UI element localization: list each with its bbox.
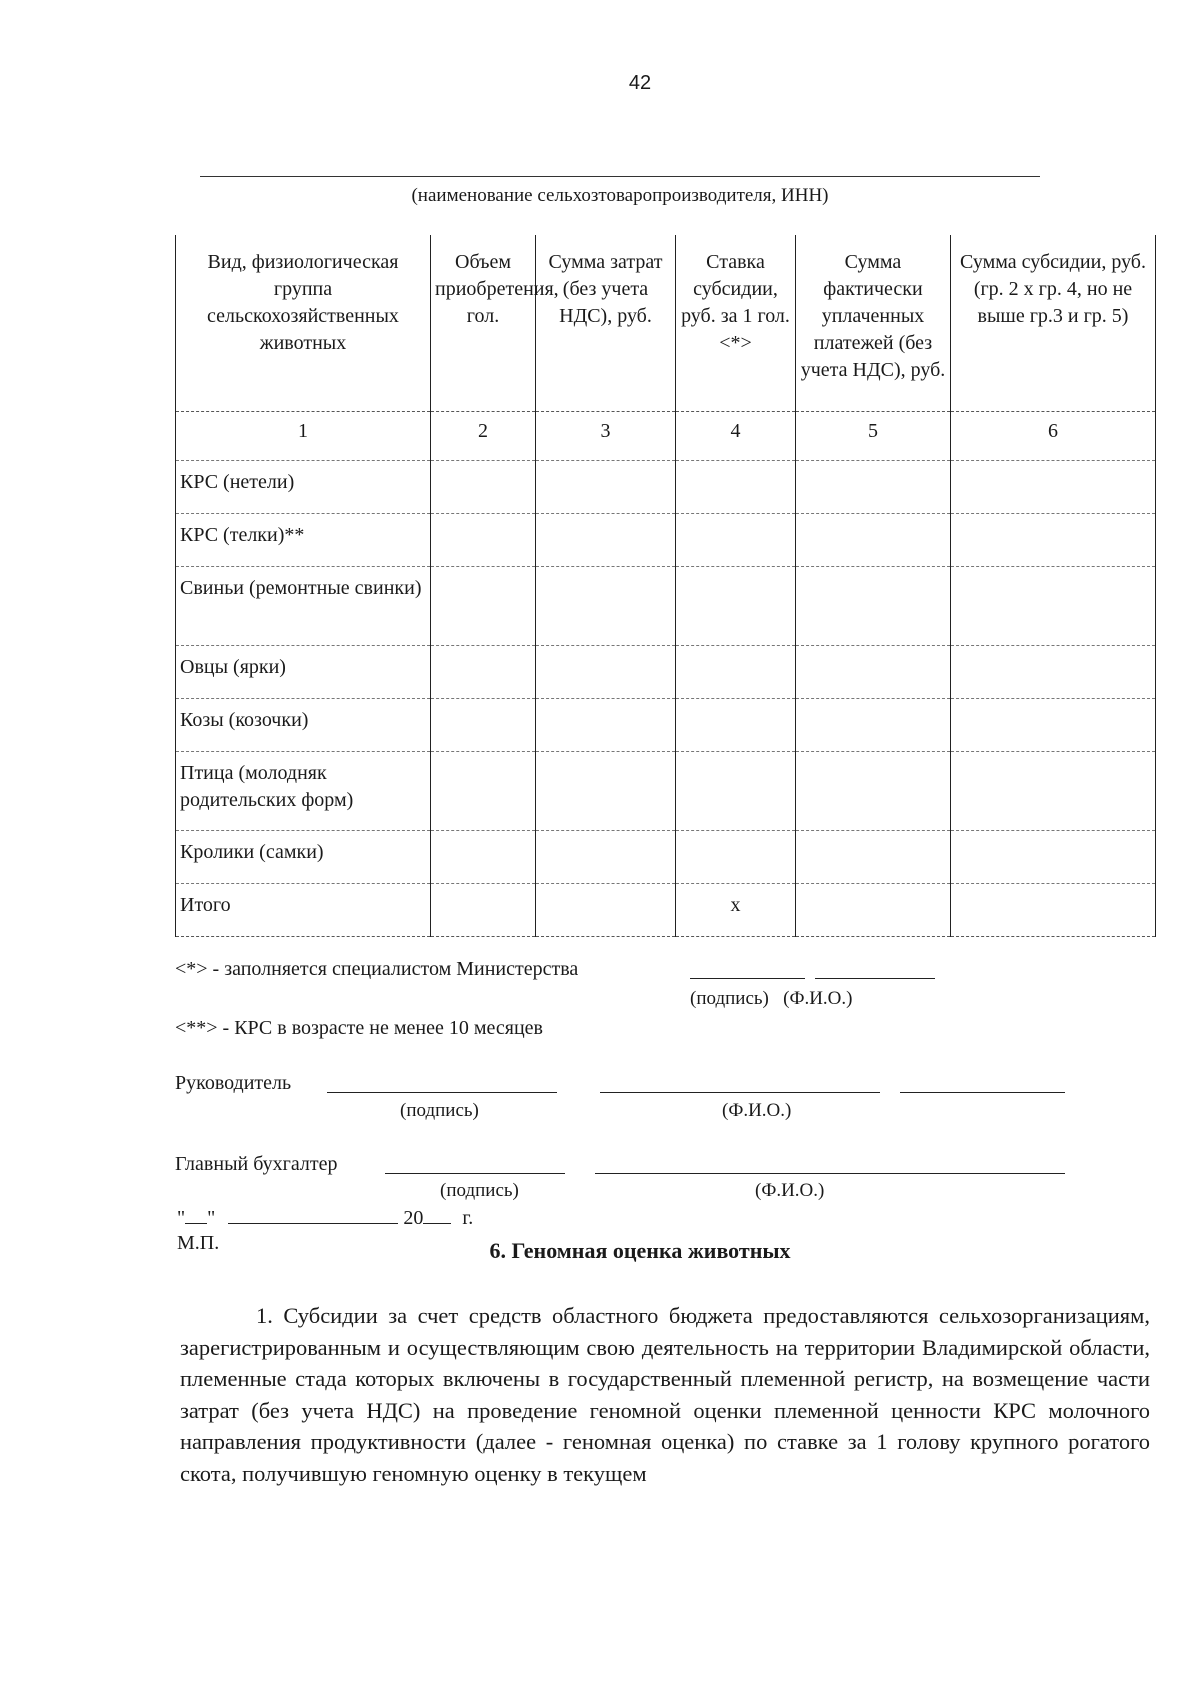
cell: [536, 831, 676, 884]
cell: [431, 461, 536, 514]
year-prefix: 20: [403, 1207, 424, 1229]
table-header-row: [176, 235, 1156, 412]
cell: [536, 884, 676, 937]
cell: [951, 884, 1156, 937]
row-name: Кролики (самки): [176, 831, 431, 884]
cell: [676, 461, 796, 514]
table-row: [176, 514, 1156, 567]
day-blank: [185, 1205, 207, 1224]
head-name-line-2: [900, 1074, 1065, 1093]
table-total-row: [176, 884, 1156, 937]
table-row: [176, 831, 1156, 884]
head-name-caption: (Ф.И.О.): [722, 1100, 792, 1121]
accountant-name-line: [595, 1155, 1065, 1174]
footnote-2: <**> - КРС в возрасте не менее 10 месяцев: [175, 1017, 543, 1039]
column-number: 1: [176, 412, 431, 461]
cell: [796, 461, 951, 514]
head-name-line: [600, 1074, 880, 1093]
cell: [676, 514, 796, 567]
cell: [676, 831, 796, 884]
row-name: Свиньи (ремонтные свинки): [176, 567, 431, 646]
head-sign-caption: (подпись): [400, 1100, 479, 1121]
cell: [431, 646, 536, 699]
cell: [796, 752, 951, 831]
cell: [431, 831, 536, 884]
section-title: 6. Геномная оценка животных: [489, 1238, 791, 1263]
year-suffix: г.: [462, 1207, 474, 1229]
cell: [676, 646, 796, 699]
cell: [676, 752, 796, 831]
row-name: Итого: [176, 884, 431, 937]
cell: [536, 514, 676, 567]
cell: [676, 699, 796, 752]
header-subsidy: Сумма субсидии, руб. (гр. 2 x гр. 4, но не выше гр.3 и гр. 5): [951, 235, 1156, 412]
cell: [796, 884, 951, 937]
signature-line: [690, 960, 805, 979]
subsidy-table: [175, 235, 1156, 937]
cell: [951, 831, 1156, 884]
page-number: 42: [628, 72, 652, 94]
cell: [951, 752, 1156, 831]
cell: [951, 699, 1156, 752]
header-volume: Объем приобретения, гол.: [431, 235, 536, 412]
cell: [536, 646, 676, 699]
cell: [951, 646, 1156, 699]
column-number: 2: [431, 412, 536, 461]
date-quote-open: ": [177, 1207, 186, 1229]
body-paragraph: 1. Субсидии за счет средств областного бюджета предоставляются сельхозорганизациям, зарегистрированным и осуществляющим свою деятельность на территории Владимирской области, племенные стада которых включены в государственный племенной регистр, на возмещение части затрат (без учета НДС) на проведение геномной оценки племенной ценности КРС молочного направления продуктивности (далее - геномная оценка) по ставке за 1 голову крупного рогатого скота, получившую геномную оценку в текущем: [180, 1303, 1150, 1486]
table-row: [176, 646, 1156, 699]
accountant-label: Главный бухгалтер: [175, 1153, 338, 1175]
date-line: [177, 1205, 473, 1230]
table-row: [176, 699, 1156, 752]
row-name: КРС (телки)**: [176, 514, 431, 567]
footnote-1: <*> - заполняется специалистом Министерства: [175, 958, 579, 980]
row-name: Овцы (ярки): [176, 646, 431, 699]
cell: [536, 699, 676, 752]
cell: [951, 514, 1156, 567]
header-paid: Сумма фактически уплаченных платежей (без учета НДС), руб.: [796, 235, 951, 412]
head-label: Руководитель: [175, 1072, 292, 1094]
accountant-signature-line: [385, 1155, 565, 1174]
date-quote-close: ": [207, 1207, 216, 1229]
table-row: [176, 752, 1156, 831]
cell: [536, 752, 676, 831]
month-blank: [228, 1205, 398, 1224]
cell: [951, 461, 1156, 514]
cell: [431, 514, 536, 567]
cell: [796, 646, 951, 699]
header-animal-type: Вид, физиологическая группа сельскохозяйственных животных: [176, 235, 431, 412]
row-name: Птица (молодняк родительских форм): [176, 752, 431, 831]
cell: [536, 567, 676, 646]
cell: [676, 567, 796, 646]
stamp-label: М.П.: [177, 1232, 220, 1254]
cell: [431, 752, 536, 831]
cell: [951, 567, 1156, 646]
accountant-sign-caption: (подпись): [440, 1180, 519, 1201]
year-blank: [423, 1205, 451, 1224]
column-number: 6: [951, 412, 1156, 461]
table-row: [176, 461, 1156, 514]
head-signature-line: [327, 1074, 557, 1093]
cell: [431, 884, 536, 937]
footnote-1-captions: (подпись) (Ф.И.О.): [690, 988, 853, 1009]
cell: [796, 567, 951, 646]
column-number: 4: [676, 412, 796, 461]
row-name: КРС (нетели): [176, 461, 431, 514]
accountant-name-caption: (Ф.И.О.): [755, 1180, 825, 1201]
cell: [796, 831, 951, 884]
producer-name-line: [200, 176, 1040, 177]
cell: x: [676, 884, 796, 937]
cell: [431, 567, 536, 646]
cell: [796, 699, 951, 752]
column-number-row: [176, 412, 1156, 461]
name-line: [815, 960, 935, 979]
header-rate: Ставка субсидии, руб. за 1 гол. <*>: [676, 235, 796, 412]
cell: [431, 699, 536, 752]
column-number: 5: [796, 412, 951, 461]
column-number: 3: [536, 412, 676, 461]
cell: [536, 461, 676, 514]
producer-caption: (наименование сельхозтоваропроизводителя, ИНН): [411, 185, 829, 206]
table-row: [176, 567, 1156, 646]
cell: [796, 514, 951, 567]
row-name: Козы (козочки): [176, 699, 431, 752]
header-costs: Сумма затрат (без учета НДС), руб.: [536, 235, 676, 412]
